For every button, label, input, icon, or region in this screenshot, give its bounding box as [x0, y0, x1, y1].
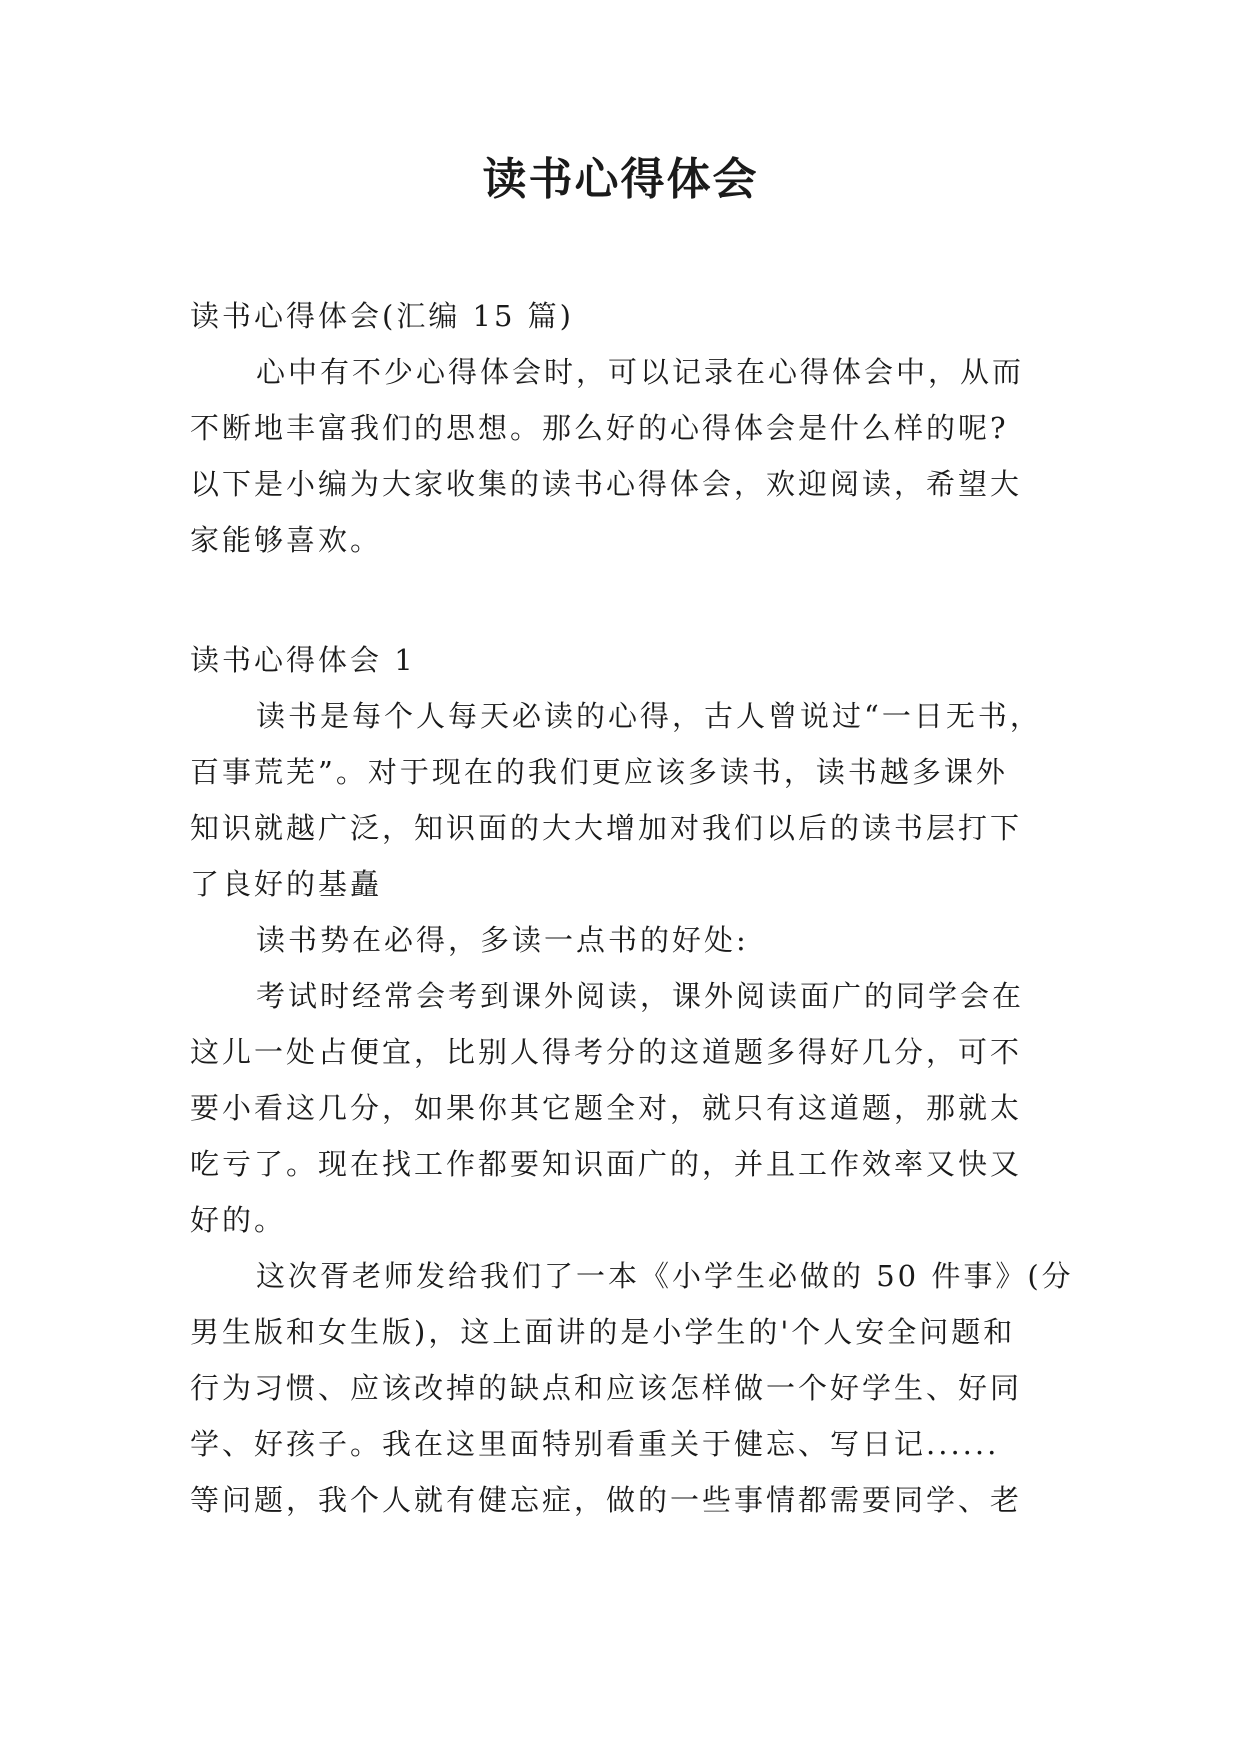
paragraph-4	[190, 1248, 1074, 1528]
text-line: 行为习惯、应该改掉的缺点和应该怎样做一个好学生、好同	[190, 1371, 1023, 1405]
text-line: 了良好的基矗	[190, 867, 383, 901]
text-line: 吃亏了。现在找工作都要知识面广的，并且工作效率又快又	[190, 1147, 1023, 1181]
text-line: 百事荒芜”。对于现在的我们更应该多读书，读书越多课外	[190, 755, 1008, 789]
document-body	[190, 288, 1074, 1528]
text-line: 知识就越广泛，知识面的大大增加对我们以后的读书层打下	[190, 811, 1023, 845]
text-line: 好的。	[190, 1203, 287, 1237]
document-title: 读书心得体会	[482, 154, 759, 205]
text-line: 这次胥老师发给我们了一本《小学生必做的 50 件事》(分	[256, 1259, 1074, 1293]
text-line: 男生版和女生版)，这上面讲的是小学生的'个人安全问题和	[190, 1315, 1016, 1349]
intro-paragraph	[190, 344, 1060, 568]
text-line: 心中有不少心得体会时，可以记录在心得体会中，从而	[256, 355, 1025, 389]
text-line: 读书是每个人每天必读的心得，古人曾说过“一日无书，	[256, 699, 1042, 733]
text-line: 学、好孩子。我在这里面特别看重关于健忘、写日记......	[190, 1427, 1000, 1461]
text-line: 要小看这几分，如果你其它题全对，就只有这道题，那就太	[190, 1091, 1023, 1125]
text-line: 读书势在必得，多读一点书的好处:	[256, 923, 749, 957]
paragraph-3	[190, 968, 1060, 1248]
paragraph-1	[190, 688, 1060, 912]
text-line: 不断地丰富我们的思想。那么好的心得体会是什么样的呢?	[190, 411, 1009, 445]
text-line: 等问题，我个人就有健忘症，做的一些事情都需要同学、老	[190, 1483, 1023, 1517]
section-gap	[190, 568, 1060, 632]
text-line: 这儿一处占便宜，比别人得考分的这道题多得好几分，可不	[190, 1035, 1023, 1069]
text-line: 家能够喜欢。	[190, 523, 383, 557]
section-heading: 读书心得体会 1	[190, 643, 416, 677]
document-subtitle: 读书心得体会(汇编 15 篇)	[190, 299, 574, 333]
paragraph-2	[190, 912, 1060, 968]
text-line: 考试时经常会考到课外阅读，课外阅读面广的同学会在	[256, 979, 1025, 1013]
text-line: 以下是小编为大家收集的读书心得体会，欢迎阅读，希望大	[190, 467, 1023, 501]
